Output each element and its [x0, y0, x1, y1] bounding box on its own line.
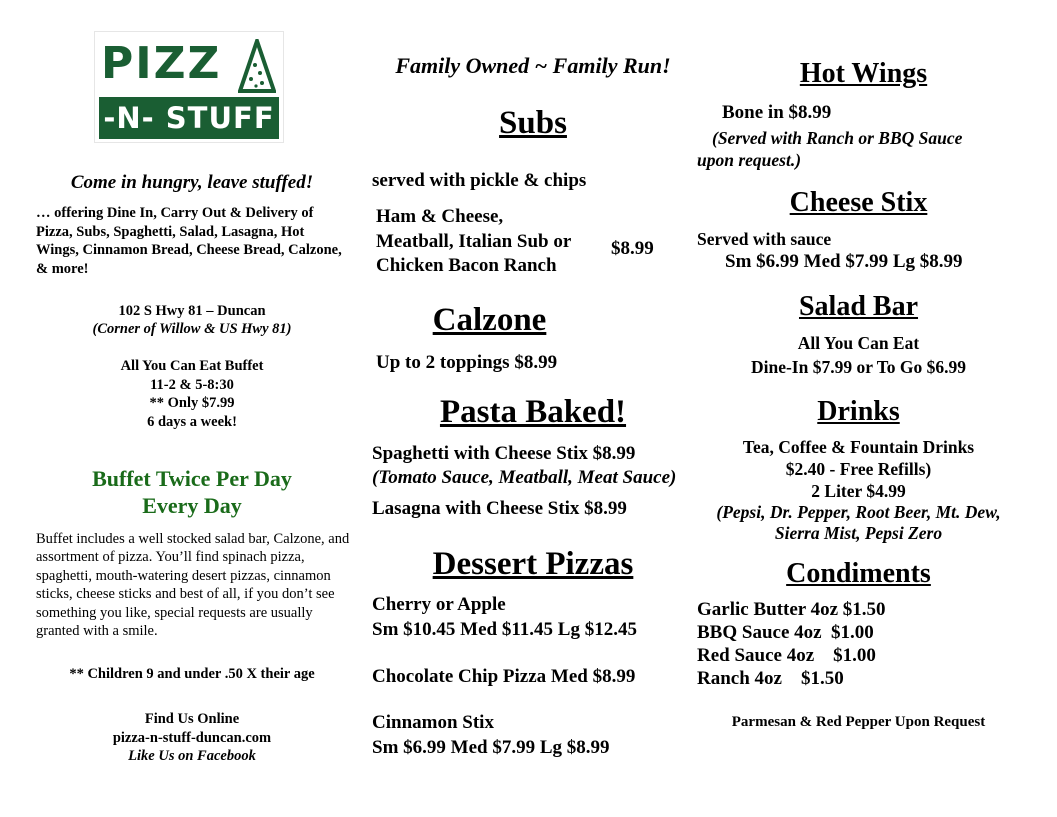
salad-line1: All You Can Eat: [797, 333, 920, 353]
buffet-title: All You Can Eat Buffet: [120, 358, 264, 374]
condiments-footer: Parmesan & Red Pepper Upon Request: [731, 714, 986, 730]
buffet-days: 6 days a week!: [147, 414, 237, 430]
condiments-heading: Condiments: [786, 558, 931, 589]
logo-top-text: PIZZ: [101, 38, 222, 89]
drinks-line: $2.40 - Free Refills): [785, 459, 932, 479]
subs-note: served with pickle & chips: [372, 170, 587, 191]
subs-item: Meatball, Italian Sub or: [376, 231, 572, 252]
find-us-online: Find Us Online: [144, 711, 240, 727]
condiment-item: Ranch 4oz $1.50: [697, 668, 844, 689]
drinks-line: Tea, Coffee & Fountain Drinks: [742, 437, 975, 457]
lasagna-line: Lasagna with Cheese Stix $8.99: [372, 498, 627, 519]
subs-item: Chicken Bacon Ranch: [376, 255, 557, 276]
spaghetti-sauces: (Tomato Sauce, Meatball, Meat Sauce): [372, 467, 677, 488]
condiment-item: Red Sauce 4oz $1.00: [697, 645, 876, 666]
website-link[interactable]: pizza-n-stuff-duncan.com: [112, 730, 272, 746]
address-note: (Corner of Willow & US Hwy 81): [92, 321, 292, 337]
logo: [94, 31, 284, 143]
drinks-line: 2 Liter $4.99: [811, 481, 906, 501]
dessert-cherry-prices: Sm $10.45 Med $11.45 Lg $12.45: [372, 619, 637, 640]
calzone-line: Up to 2 toppings $8.99: [376, 352, 558, 373]
drinks-heading: Drinks: [817, 396, 900, 427]
wings-heading: Hot Wings: [799, 58, 928, 89]
address-line: 102 S Hwy 81 – Duncan: [118, 303, 266, 319]
cheese-stix-prices: Sm $6.99 Med $7.99 Lg $8.99: [725, 251, 963, 272]
subs-item: Ham & Cheese,: [376, 206, 504, 227]
tagline: Come in hungry, leave stuffed!: [70, 172, 314, 193]
dessert-chocolate: Chocolate Chip Pizza Med $8.99: [372, 666, 636, 687]
logo-bottom-text: -N- STUFF: [99, 97, 279, 139]
spaghetti-line: Spaghetti with Cheese Stix $8.99: [372, 443, 636, 464]
pizza-slice-icon: [238, 39, 276, 93]
dessert-heading: Dessert Pizzas: [432, 546, 634, 582]
subs-price: $8.99: [611, 238, 654, 259]
wings-note-line1: (Served with Ranch or BBQ Sauce: [712, 128, 963, 148]
condiment-item: BBQ Sauce 4oz $1.00: [697, 622, 874, 643]
buffet-hours: 11-2 & 5-8:30: [150, 377, 234, 393]
pasta-heading: Pasta Baked!: [439, 394, 627, 430]
motto: Family Owned ~ Family Run!: [395, 53, 671, 78]
wings-note-line2: upon request.): [697, 150, 802, 170]
buffet-twice-line1: Buffet Twice Per Day: [92, 466, 292, 491]
calzone-heading: Calzone: [432, 302, 547, 338]
dessert-cinnamon-name: Cinnamon Stix: [372, 712, 494, 733]
cheese-stix-heading: Cheese Stix: [789, 187, 928, 218]
buffet-twice-line2: Every Day: [142, 493, 242, 518]
dessert-cherry-name: Cherry or Apple: [372, 594, 506, 615]
facebook-link[interactable]: Like Us on Facebook: [128, 748, 256, 764]
salad-heading: Salad Bar: [798, 291, 919, 322]
cheese-stix-note: Served with sauce: [697, 229, 832, 249]
subs-heading: Subs: [499, 105, 567, 141]
drinks-line: Sierra Mist, Pepsi Zero: [774, 523, 943, 543]
children-note: ** Children 9 and under .50 X their age: [69, 666, 315, 682]
buffet-price: ** Only $7.99: [149, 395, 235, 411]
dessert-cinnamon-prices: Sm $6.99 Med $7.99 Lg $8.99: [372, 737, 610, 758]
buffet-description: Buffet includes a well stocked salad bar, Calzone, and assortment of pizza. You’ll find spinach pizza, spaghetti, mouth-watering desert pizzas, cinnamon sticks, cheese sticks and best of all, if you don’t see something you like, special requests are usually granted with a smile.: [36, 531, 350, 640]
wings-line: Bone in $8.99: [722, 102, 832, 123]
condiment-item: Garlic Butter 4oz $1.50: [697, 599, 886, 620]
drinks-line: (Pepsi, Dr. Pepper, Root Beer, Mt. Dew,: [716, 502, 1001, 522]
offering-text: … offering Dine In, Carry Out & Delivery of Pizza, Subs, Spaghetti, Salad, Lasagna, Hot Wings, Cinnamon Bread, Cheese Bread, Calzone, & more!: [36, 205, 342, 277]
salad-line2: Dine-In $7.99 or To Go $6.99: [750, 357, 967, 377]
